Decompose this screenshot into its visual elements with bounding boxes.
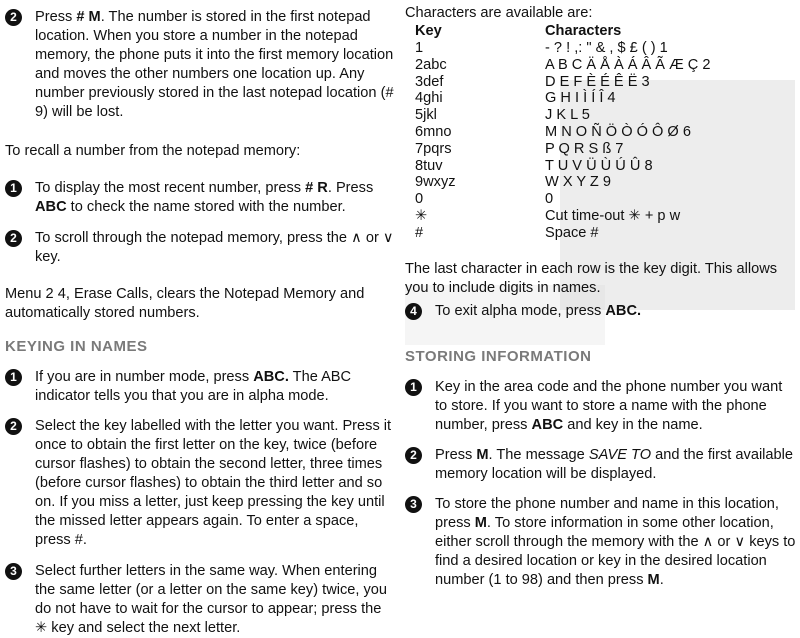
last-char-note: The last character in each row is the key digit. This allows you to include digits in names. [405, 260, 778, 296]
table-row [415, 191, 710, 208]
down-arrow-icon: ∨ [382, 230, 394, 246]
key-cell: 6mno [415, 123, 452, 140]
storing-heading: STORING INFORMATION [405, 347, 592, 365]
key-cell: 2abc [415, 56, 447, 73]
down-arrow-icon: ∨ [734, 533, 746, 550]
table-row [415, 225, 710, 242]
chars-cell: D E F È É Ê Ë 3 [545, 73, 650, 90]
chars-intro: Characters are available are: [405, 5, 593, 21]
storing-step-3-text: To store the phone number and name in this location, press M. To store information in some other location, either scroll through the memory with the ∧ or ∨ keys to find a desired location or key in the desired location number (1 to 98) and then press M. [435, 495, 796, 588]
step-number-icon: 1 [5, 368, 29, 386]
chars-cell: A B C Ä Å À Á Â Ã Æ Ç 2 [545, 56, 711, 73]
chars-column-header: Characters [545, 23, 622, 39]
table-row [415, 174, 710, 191]
chars-cell: J K L 5 [545, 107, 590, 124]
asterisk-icon: ✳ [35, 620, 48, 636]
step-number-icon: 3 [405, 495, 429, 513]
keying-step-1 [5, 368, 397, 406]
key-cell: 1 [415, 40, 424, 56]
key-cell: # [415, 224, 424, 241]
recall-intro: To recall a number from the notepad memory: [5, 143, 301, 159]
character-table [415, 23, 710, 242]
chars-cell: 0 [545, 191, 554, 208]
recall-step-2-text: To scroll through the notepad memory, press the ∧ or ∨ key. [35, 230, 394, 265]
exit-step-4 [405, 302, 797, 321]
key-cell: ✳ [415, 207, 428, 224]
keying-step-2-text: Select the key labelled with the letter you want. Press it once to obtain the first letter on the key, twice (before cursor flashes) to obtain the second letter, three times (before cursor flashes) to obtain the third letter and so on. If you miss a letter, just keep pressing the key until the missed letter appears again. To enter a space, press #. [35, 418, 392, 548]
up-arrow-icon: ∧ [702, 533, 714, 550]
storing-step-2 [405, 446, 797, 484]
chars-cell: W X Y Z 9 [545, 174, 611, 191]
storing-step-1 [405, 378, 797, 435]
key-cell: 5jkl [415, 107, 437, 124]
step-number-icon: 1 [5, 179, 29, 197]
recall-step-2 [5, 229, 397, 267]
table-header-row [415, 23, 710, 40]
chars-cell: P Q R S ß 7 [545, 140, 624, 157]
table-row [415, 40, 710, 57]
key-cell: 7pqrs [415, 140, 452, 157]
key-cell: 0 [415, 191, 424, 208]
chars-cell: M N O Ñ Ö Ò Ó Ô Ø 6 [545, 123, 691, 140]
store-step-2-text: Press # M. The number is stored in the first notepad location. When you store a number in the notepad memory, the phone puts it into the first memory location and moves the other numbers one location up. Any number previously stored in the last notepad location (# 9) will be lost. [35, 9, 394, 120]
step-number-icon: 2 [5, 417, 29, 435]
table-row [415, 74, 710, 91]
key-cell: 4ghi [415, 90, 443, 107]
store-step-2 [5, 8, 397, 122]
recall-step-1 [5, 179, 397, 217]
recall-step-1-text: To display the most recent number, press # R. Press ABC to check the name stored with the number. [35, 180, 374, 215]
keying-step-3 [5, 562, 397, 638]
storing-step-2-text: Press M. The message SAVE TO and the first available memory location will be displayed. [435, 446, 794, 482]
up-arrow-icon: ∧ [351, 230, 362, 246]
chars-cell: G H I Ì Í Î 4 [545, 90, 616, 107]
table-row [415, 141, 710, 158]
chars-cell: Cut time-out ✳ + p w [545, 207, 681, 224]
key-cell: 8tuv [415, 157, 443, 174]
storing-step-1-text: Key in the area code and the phone number you want to store. If you want to store a name with the phone number, press ABC and key in the name. [435, 378, 783, 433]
step-number-icon: 2 [5, 229, 29, 247]
chars-cell: - ? ! ,: " & , $ £ ( ) 1 [545, 40, 668, 56]
key-column-header: Key [415, 23, 442, 39]
exit-step-4-text: To exit alpha mode, press ABC. [435, 302, 642, 319]
step-number-icon: 4 [405, 302, 429, 320]
left-column [5, 0, 397, 638]
keying-step-1-text: If you are in number mode, press ABC. The ABC indicator tells you that you are in alpha mode. [35, 369, 352, 404]
table-row [415, 107, 710, 124]
menu-note: Menu 2 4, Erase Calls, clears the Notepad Memory and automatically stored numbers. [5, 286, 365, 321]
storing-step-3 [405, 495, 797, 590]
table-row [415, 57, 710, 74]
right-column [405, 0, 797, 590]
key-cell: 3def [415, 73, 444, 90]
step-number-icon: 3 [5, 562, 29, 580]
key-cell: 9wxyz [415, 174, 456, 191]
chars-cell: T U V Ü Ù Ú Û 8 [545, 157, 653, 174]
step-number-icon: 2 [5, 8, 29, 26]
keying-step-3-text: Select further letters in the same way. When entering the same letter (or a letter on the same key) twice, you do not have to wait for the cursor to appear; press the ✳ key and select the next letter. [35, 563, 388, 636]
step-number-icon: 2 [405, 446, 429, 464]
step-number-icon: 1 [405, 378, 429, 396]
chars-cell: Space # [545, 224, 599, 241]
keying-step-2 [5, 417, 397, 550]
keying-heading: KEYING IN NAMES [5, 338, 148, 355]
table-row [415, 208, 710, 225]
table-row [415, 90, 710, 107]
table-row [415, 124, 710, 141]
table-row [415, 158, 710, 175]
